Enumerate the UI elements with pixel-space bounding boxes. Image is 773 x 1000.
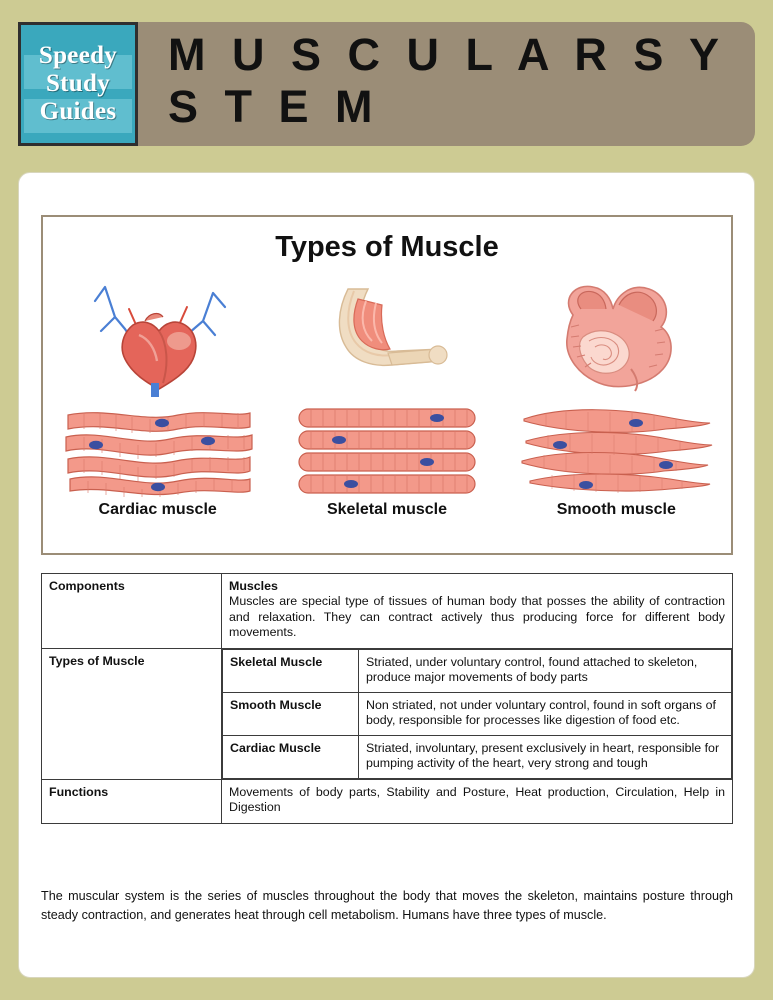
speedy-study-guides-logo [18, 22, 138, 146]
table-row-components [42, 574, 733, 649]
page-title: M U S C U L A R S Y S T E M [168, 29, 726, 132]
type-desc-skeletal: Striated, under voluntary control, found attached to skeleton, produce major movements of body parts [359, 649, 732, 692]
type-row-cardiac [223, 735, 732, 778]
row-content-components [222, 574, 733, 649]
figure-label-cardiac: Cardiac muscle [98, 501, 217, 518]
figure-label-skeletal: Skeletal muscle [326, 501, 448, 518]
table-row-types [42, 648, 733, 779]
logo-line-3: Guides [39, 98, 117, 125]
figure-column-skeletal [272, 279, 501, 539]
row-content-types [222, 648, 733, 779]
figure-label-smooth: Smooth muscle [556, 501, 676, 518]
logo-line-1: Speedy [38, 42, 118, 69]
row-label-functions: Functions [42, 779, 222, 823]
table-row-functions [42, 779, 733, 823]
striated-fibers-icon [272, 401, 501, 497]
components-body: Muscles are special type of tissues of human body that posses the ability of contraction and relaxation. They can contract actively thus producing force for different body movements. [229, 594, 725, 639]
components-heading: Muscles [229, 579, 278, 593]
type-desc-cardiac: Striated, involuntary, present exclusively in heart, responsible for pumping activity of the heart, very strong and tough [359, 735, 732, 778]
type-name-smooth: Smooth Muscle [223, 692, 359, 735]
heart-icon [43, 279, 272, 399]
intestine-icon [502, 279, 731, 399]
row-label-components: Components [42, 574, 222, 649]
content-card [18, 172, 755, 978]
row-content-functions [222, 779, 733, 823]
type-name-cardiac: Cardiac Muscle [223, 735, 359, 778]
logo-line-2: Study [45, 70, 111, 97]
type-desc-smooth: Non striated, not under voluntary control, found in soft organs of body, responsible for processes like digestion of food etc. [359, 692, 732, 735]
row-label-types: Types of Muscle [42, 648, 222, 779]
type-row-skeletal [223, 649, 732, 692]
spindle-fibers-icon [502, 401, 731, 497]
types-of-muscle-figure [41, 215, 733, 555]
type-name-skeletal: Skeletal Muscle [223, 649, 359, 692]
muscular-system-table [41, 573, 733, 824]
figure-column-smooth [502, 279, 731, 539]
functions-body: Movements of body parts, Stability and Posture, Heat production, Circulation, Help in Digestion [229, 784, 725, 814]
figure-column-cardiac [43, 279, 272, 539]
figure-columns [43, 279, 731, 539]
summary-paragraph: The muscular system is the series of muscles throughout the body that moves the skeleton, maintains posture through steady contraction, and generates heat through cell metabolism. Humans have three types of muscle. [41, 889, 733, 922]
type-row-smooth [223, 692, 732, 735]
arm-muscle-icon [272, 279, 501, 399]
figure-title: Types of Muscle [275, 231, 499, 263]
branched-fibers-icon [43, 401, 272, 497]
